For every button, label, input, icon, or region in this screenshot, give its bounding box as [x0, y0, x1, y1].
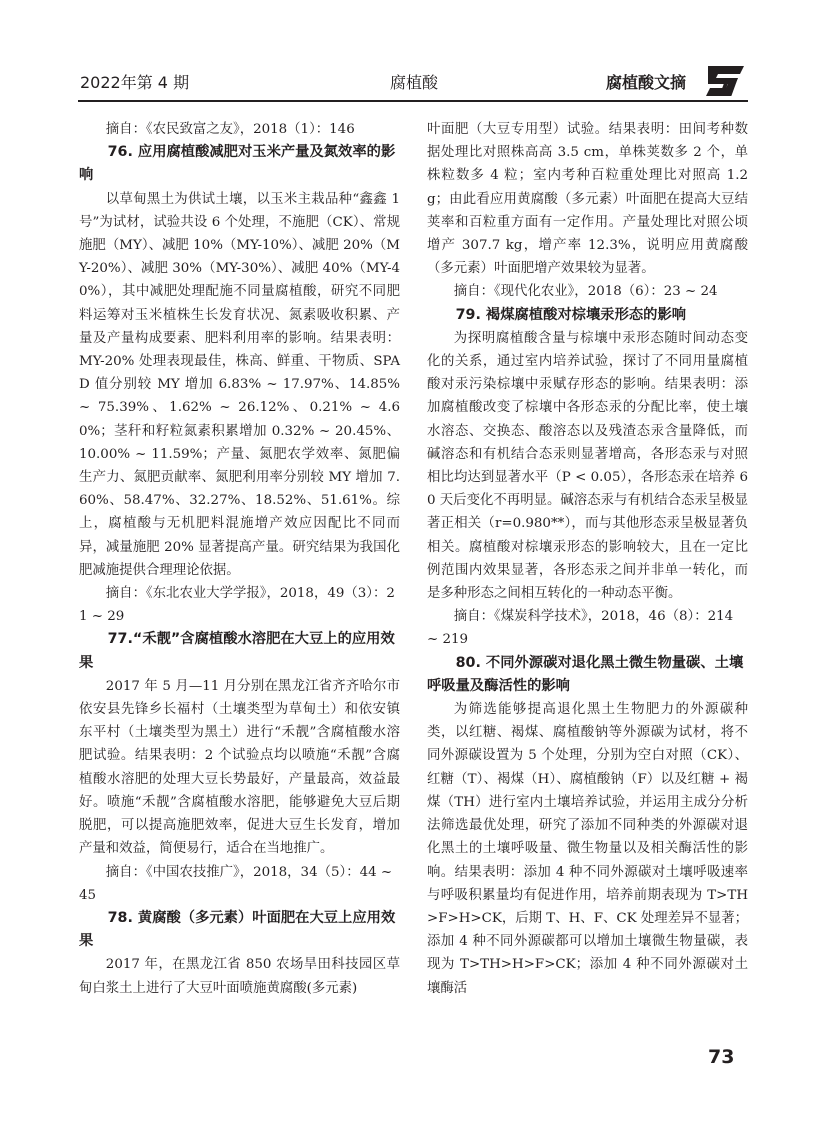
source-citation: 摘自：《中国农技推广》，2018，34（5）：44 ~ 45 — [79, 864, 393, 903]
source-citation: 摘自：《东北农业大学学报》，2018，49（3）：21 ~ 29 — [79, 586, 395, 625]
journal-name: 腐植酸 — [390, 73, 439, 92]
section-title: 腐植酸文摘 — [606, 73, 687, 92]
article-heading: 77.“禾靓”含腐植酸水溶肥在大豆上的应用效果 — [79, 631, 395, 671]
journal-logo-icon — [704, 64, 748, 98]
source-citation: 摘自：《现代化农业》，2018（6）：23 ~ 24 — [453, 284, 718, 300]
paragraph: 叶面肥（大豆专用型）试验。结果表明：田间考种数据处理比对照株高高 3.5 cm，单株荚数多 2 个，单株粒数多 4 粒；室内考种百粒重处理比对照高 1.2 g；由此看应用黄腐酸（多元素）叶面肥在提高大豆结荚率和百粒重方面有一定作用。产量处理比对照公顷增产 307.7 kg，增产率 12.3%，说明应用黄腐酸（多元素）叶面肥增产效果较为显著。 — [427, 122, 748, 277]
paragraph: 为筛选能够提高退化黑土生物肥力的外源碳种类，以红糖、褐煤、腐植酸钠等外源碳为试材，将不同外源碳设置为 5 个处理，分别为空白对照（CK）、红糖（T）、褐煤（H）、腐植酸钠（F）以及红糖 + 褐煤（TH）进行室内土壤培养试验，并运用主成分分析法筛选最优处理，研究了添加不同种类的外源碳对退化黑土的土壤呼吸量、微生物量以及相关酶活性的影响。结果表明：添加 4 种不同外源碳对土壤呼吸速率与呼吸积累量均有促进作用，培养前期表现为 T>TH>F>H>CK，后期 T、H、F、CK 处理差异不显著；添加 4 种不同外源碳都可以增加土壤微生物量碳，表现为 T>TH>H>F>CK；添加 4 种不同外源碳对土壤酶活 — [427, 702, 749, 996]
paragraph: 2017 年 5 月—11 月分别在黑龙江省齐齐哈尔市依安县先锋乡长福村（土壤类型为草甸土）和依安镇东平村（土壤类型为黑土）进行“禾靓”含腐植酸水溶肥试验。结果表明：2 个试验点均以喷施“禾靓”含腐植酸水溶肥的处理大豆长势最好，产量最高，效益最好。喷施“禾靓”含腐植酸水溶肥，能够避免大豆后期脱肥，可以提高施肥效率，促进大豆生长发育，增加产量和效益，简便易行，适合在当地推广。 — [79, 678, 400, 857]
page-number: 73 — [708, 1046, 735, 1068]
article-heading: 79. 褐煤腐植酸对棕壤汞形态的影响 — [455, 306, 687, 323]
source-citation: 摘自：《农民致富之友》，2018（1）：146 — [105, 122, 355, 137]
right-column — [427, 118, 748, 1000]
article-heading: 76. 应用腐植酸减肥对玉米产量及氮效率的影响 — [79, 144, 396, 184]
paragraph: 为探明腐植酸含量与棕壤中汞形态随时间动态变化的关系，通过室内培养试验，探讨了不同用量腐植酸对汞污染棕壤中汞赋存形态的影响。结果表明：添加腐植酸改变了棕壤中各形态汞的分配比率，使土壤水溶态、交换态、酸溶态以及残渣态汞含量降低，而碱溶态和有机结合态汞则显著增高，各形态汞与对照相比均达到显著水平（P < 0.05），各形态汞在培养 60 天后变化不再明显。碱溶态汞与有机结合态汞呈极显著正相关（r=0.980**），而与其他形态汞呈极显著负相关。腐植酸对棕壤汞形态的影响较大，且在一定比例范围内效果显著，各形态汞之间并非单一转化，而是多种形态之间相互转化的一种动态平衡。 — [427, 330, 748, 602]
left-column — [79, 118, 400, 1000]
paragraph: 2017 年，在黑龙江省 850 农场旱田科技园区草甸白浆土上进行了大豆叶面喷施黄腐酸(多元素) — [79, 957, 400, 996]
page-header — [78, 64, 746, 102]
article-heading: 78. 黄腐酸（多元素）叶面肥在大豆上应用效果 — [79, 909, 396, 950]
header-rule — [78, 100, 748, 102]
paragraph: 以草甸黑土为供试土壤，以玉米主栽品种“鑫鑫 1 号”为试材，试验共设 6 个处理，不施肥（CK）、常规施肥（MY）、减肥 10%（MY-10%）、减肥 20%（MY-20%）、减肥 30%（MY-30%）、减肥 40%（MY-40%），其中减肥处理配施不同量腐植酸，研究不同肥料运筹对玉米植株生长发育状况、氮素吸收积累、产量及产量构成要素、肥料利用率的影响。结果表明：MY-20% 处理表现最佳，株高、鲜重、干物质、SPAD 值分别较 MY 增加 6.83% ~ 17.97%、14.85% ~ 75.39%、1.62% ~ 26.12%、0.21% ~ 4.60%；茎秆和籽粒氮素积累增加 0.32% ~ 20.45%、10.00% ~ 11.59%；产量、氮肥农学效率、氮肥偏生产力、氮肥贡献率、氮肥利用率分别较 MY 增加 7.60%、58.47%、32.27%、18.52%、51.61%。综上，腐植酸与无机肥料混施增产效应因配比不同而异，减量施肥 20% 显著提高产量。研究结果为我国化肥减施提供合理理论依据。 — [79, 191, 400, 578]
article-heading: 80. 不同外源碳对退化黑土微生物量碳、土壤呼吸量及酶活性的影响 — [427, 654, 744, 694]
source-citation: 摘自：《煤炭科学技术》，2018，46（8）：214 ~ 219 — [427, 609, 734, 648]
issue-label: 2022年第 4 期 — [80, 73, 190, 92]
